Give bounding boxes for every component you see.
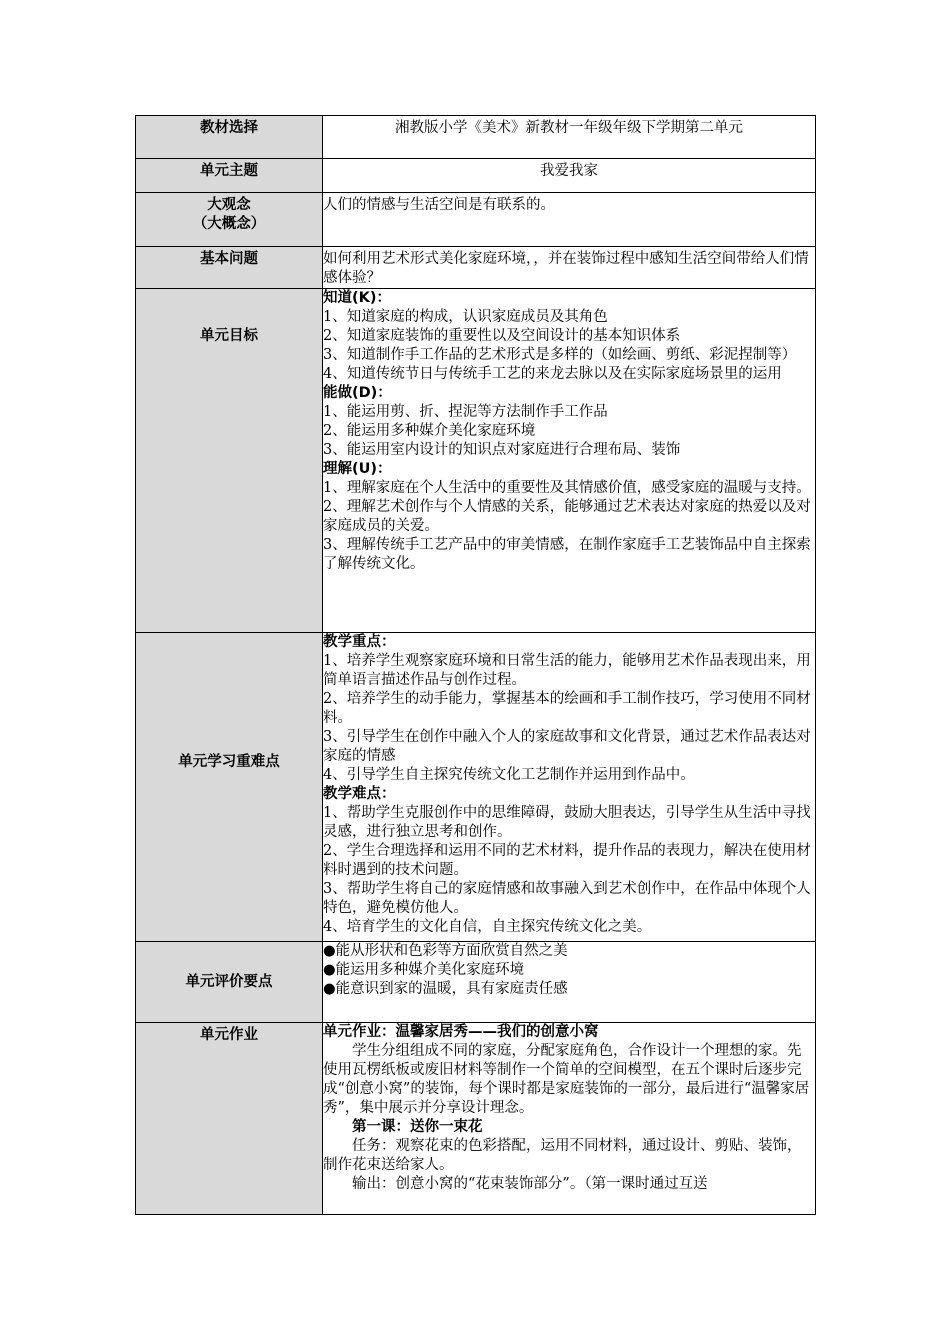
value-big-idea: 人们的情感与生活空间是有联系的。 xyxy=(323,193,816,247)
value-goals: 知道(K)： 1、知道家庭的构成，认识家庭成员及其角色 2、知道家庭装饰的重要性以及空间设计的基本知识体系 3、知道制作手工作品的艺术形式是多样的（如绘画、剪纸、彩泥捏制等） 4、知道传统节日与传统手工艺的来龙去脉以及在实际家庭场景里的运用 能做(D)： 1、能运用剪、折、捏泥等方法制作手工作品 2、能运用多种媒介美化家庭环境 3、能运用室内设计的知识点对家庭进行合理布局、装饰 理解(U)： 1、理解家庭在个人生活中的重要性及其情感价值，感受家庭的温暖与支持。 2、理解艺术创作与个人情感的关系，能够通过艺术表达对家庭的热爱以及对家庭成员的关爱。 3、理解传统手工艺产品中的审美情感，在制作家庭手工艺装饰品中自主探索了解传统文化。 xyxy=(323,289,816,633)
unit-plan-table xyxy=(135,115,816,1215)
label-theme: 单元主题 xyxy=(136,159,323,193)
value-key-points: 教学重点： 1、培养学生观察家庭环境和日常生活的能力，能够用艺术作品表现出来，用简单语言描述作品与创作过程。 2、培养学生的动手能力，掌握基本的绘画和手工制作技巧，学习使用不同材料。 3、引导学生在创作中融入个人的家庭故事和文化背景，通过艺术作品表达对家庭的情感 4、引导学生自主探究传统文化工艺制作并运用到作品中。 教学难点： 1、帮助学生克服创作中的思维障碍，鼓励大胆表达，引导学生从生活中寻找灵感，进行独立思考和创作。 2、学生合理选择和运用不同的艺术材料，提升作品的表现力，解决在使用材料时遇到的技术问题。 3、帮助学生将自己的家庭情感和故事融入到艺术创作中，在作品中体现个人特色，避免模仿他人。 4、培育学生的文化自信，自主探究传统文化之美。 xyxy=(323,633,816,942)
row-question xyxy=(136,247,816,289)
value-theme: 我爱我家 xyxy=(323,159,816,193)
row-key-points xyxy=(136,633,816,942)
label-key-points: 单元学习重难点 xyxy=(136,633,323,942)
evaluation-item: ● 能意识到家的温暖，具有家庭责任感 xyxy=(323,980,815,999)
evaluation-item: ● 能运用多种媒介美化家庭环境 xyxy=(323,961,815,980)
value-question: 如何利用艺术形式美化家庭环境，，并在装饰过程中感知生活空间带给人们情感体验？ xyxy=(323,247,816,289)
evaluation-item: ● 能从形状和色彩等方面欣赏自然之美 xyxy=(323,942,815,961)
row-theme xyxy=(136,159,816,193)
label-homework: 单元作业 xyxy=(136,1023,323,1215)
label-big-idea: 大观念 （大概念） xyxy=(136,193,323,247)
value-evaluation xyxy=(323,942,816,1023)
label-question: 基本问题 xyxy=(136,247,323,289)
row-big-idea xyxy=(136,193,816,247)
row-goals xyxy=(136,289,816,633)
row-homework xyxy=(136,1023,816,1215)
label-evaluation: 单元评价要点 xyxy=(136,942,323,1023)
label-material: 教材选择 xyxy=(136,116,323,159)
value-material: 湘教版小学《美术》新教材一年级年级下学期第二单元 xyxy=(323,116,816,159)
row-evaluation xyxy=(136,942,816,1023)
value-homework: 单元作业：温馨家居秀——我们的创意小窝 学生分组组成不同的家庭，分配家庭角色，合作设计一个理想的家。先使用瓦楞纸板或废旧材料等制作一个简单的空间模型，在五个课时后逐步完成“创意小窝”的装饰，每个课时都是家庭装饰的一部分，最后进行“温馨家居秀”，集中展示并分享设计理念。 第一课：送你一束花 任务：观察花束的色彩搭配，运用不同材料，通过设计、剪贴、装饰，制作花束送给家人。 输出：创意小窝的“花束装饰部分”。（第一课时通过互送 xyxy=(323,1023,816,1215)
label-goals: 单元目标 xyxy=(136,289,323,633)
row-material xyxy=(136,116,816,159)
